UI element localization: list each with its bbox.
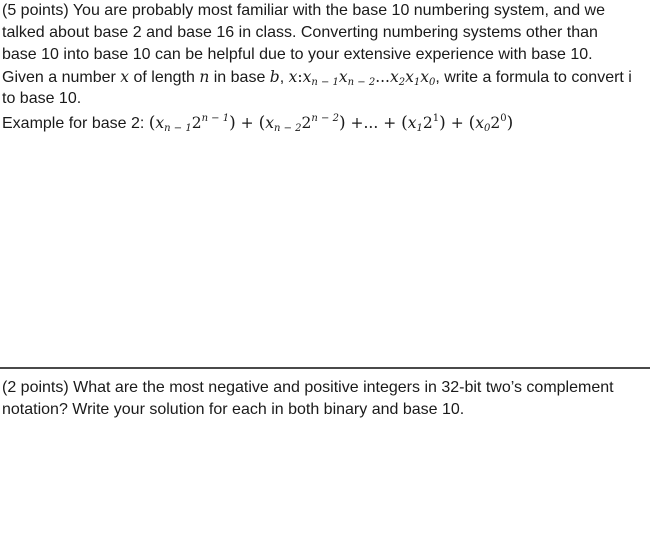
q1-example bbox=[2, 112, 513, 135]
var-n: n bbox=[199, 68, 210, 86]
q1-line-5: to base 10. bbox=[2, 90, 82, 107]
section-divider bbox=[0, 367, 650, 369]
var-b: b bbox=[269, 68, 280, 86]
q1-line-4-text-c: in base bbox=[209, 69, 270, 86]
q1-line-4-text-e: , write a formula to convert i bbox=[435, 69, 632, 86]
example-label: Example for base 2: bbox=[2, 115, 149, 132]
q1-line-4 bbox=[2, 66, 632, 89]
q2-line-1: (2 points) What are the most negative and positive integers in 32-bit two’s complement bbox=[2, 379, 614, 396]
digit-expansion: $x:x_{n - 1}x_{n - 2}...x_2x_1x_0$ bbox=[288, 68, 436, 88]
var-x: x bbox=[120, 68, 130, 86]
q1-line-4-text-b: of length bbox=[129, 69, 200, 86]
q1-line-1: (5 points) You are probably most familiar with the base 10 numbering system, and we bbox=[2, 2, 605, 19]
q1-line-2: talked about base 2 and base 16 in class. Converting numbering systems other than bbox=[2, 24, 598, 41]
q1-line-4-text-a: Given a number bbox=[2, 69, 121, 86]
example-formula: $(x_{n - 1}2^{n - 1}) + (x_{n - 2}2^{n - 2})$ +... + $(x_12^1) + (x_02^0)$ bbox=[148, 113, 514, 134]
q2-line-2: notation? Write your solution for each in both binary and base 10. bbox=[2, 401, 465, 418]
q1-line-4-text-d: , bbox=[279, 69, 289, 86]
q1-line-3: base 10 into base 10 can be helpful due to your extensive experience with base 10. bbox=[2, 46, 593, 63]
